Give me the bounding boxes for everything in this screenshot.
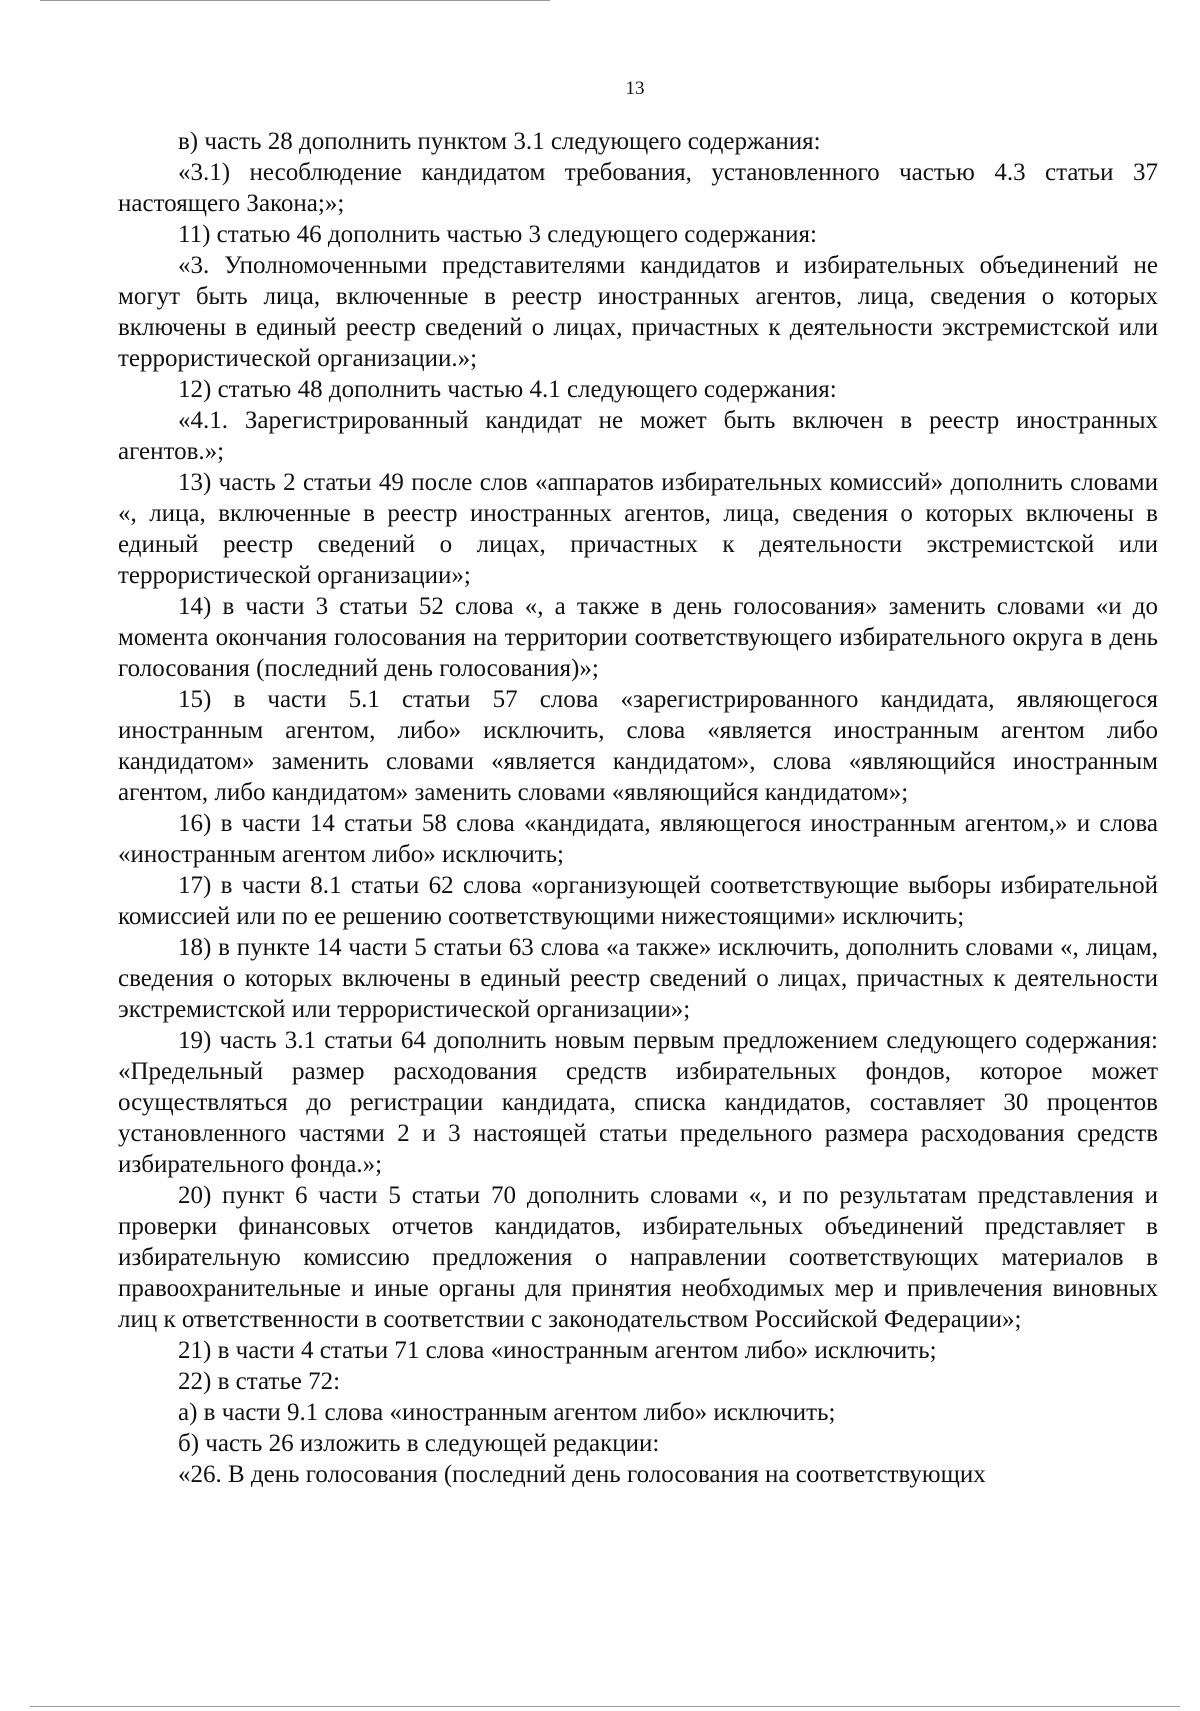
- paragraph: 21) в части 4 статьи 71 слова «иностранным агентом либо» исключить;: [178, 1337, 937, 1364]
- paragraph: 19) часть 3.1 статьи 64 дополнить новым первым предложением следующего содержания: «Предельный размер расходования средств избирательных фондов, которое может осуществляться до регистрации кандидата, списка кандидатов, составляет 30 процентов установленного частями 2 и 3 настоящей статьи предельного размера расходования средств избирательного фонда.»;: [118, 1027, 1158, 1178]
- paragraph: 18) в пункте 14 части 5 статьи 63 слова «а также» исключить, дополнить словами «, лицам, сведения о которых включены в единый реестр сведений о лицах, причастных к деятельности экстремистской или террористической организации»;: [118, 934, 1158, 1023]
- paragraph: 11) статью 46 дополнить частью 3 следующего содержания:: [178, 221, 818, 248]
- page-number: 13: [625, 78, 645, 99]
- paragraph: а) в части 9.1 слова «иностранным агентом либо» исключить;: [178, 1399, 836, 1426]
- paragraph: б) часть 26 изложить в следующей редакции:: [178, 1430, 660, 1457]
- paragraph: 15) в части 5.1 статьи 57 слова «зарегистрированного кандидата, являющегося иностранным агентом, либо» исключить, слова «является иностранным агентом либо кандидатом» заменить словами «является кандидатом», слова «являющийся иностранным агентом, либо кандидатом» заменить словами «являющийся кандидатом»;: [118, 686, 1158, 806]
- paragraph: 12) статью 48 дополнить частью 4.1 следующего содержания:: [178, 376, 837, 403]
- paragraph: 13) часть 2 статьи 49 после слов «аппаратов избирательных комиссий» дополнить словами «, лица, включенные в реестр иностранных агентов, лица, сведения о которых включены в единый реестр сведений о лицах, причастных к деятельности экстремистской или террористической организации»;: [118, 469, 1158, 589]
- paragraph: «3. Уполномоченными представителями кандидатов и избирательных объединений не могут быть лица, включенные в реестр иностранных агентов, лица, сведения о которых включены в единый реестр сведений о лицах, причастных к деятельности экстремистской или террористической организации.»;: [118, 252, 1158, 372]
- paragraph: 17) в части 8.1 статьи 62 слова «организующей соответствующие выборы избирательной комиссией или по ее решению соответствующими нижестоящими» исключить;: [118, 872, 1158, 930]
- document-body: [118, 126, 1158, 1490]
- paragraph: «26. В день голосования (последний день голосования на соответствующих: [178, 1461, 986, 1488]
- scan-edge-line-top: [40, 0, 550, 1]
- paragraph: «3.1) несоблюдение кандидатом требования, установленного частью 4.3 статьи 37 настоящего Закона;»;: [118, 159, 1158, 217]
- paragraph: 16) в части 14 статьи 58 слова «кандидата, являющегося иностранным агентом,» и слова «иностранным агентом либо» исключить;: [118, 810, 1158, 868]
- paragraph: 14) в части 3 статьи 52 слова «, а также в день голосования» заменить словами «и до момента окончания голосования на территории соответствующего избирательного округа в день голосования (последний день голосования)»;: [118, 593, 1158, 682]
- paragraph: 20) пункт 6 части 5 статьи 70 дополнить словами «, и по результатам представления и проверки финансовых отчетов кандидатов, избирательных объединений представляет в избирательную комиссию предложения о направлении соответствующих материалов в правоохранительные и иные органы для принятия необходимых мер и привлечения виновных лиц к ответственности в соответствии с законодательством Российской Федерации»;: [118, 1182, 1158, 1333]
- scan-edge-line-bottom: [30, 1706, 1180, 1707]
- paragraph: 22) в статье 72:: [178, 1368, 341, 1395]
- paragraph: «4.1. Зарегистрированный кандидат не может быть включен в реестр иностранных агентов.»;: [118, 407, 1158, 465]
- paragraph: в) часть 28 дополнить пунктом 3.1 следующего содержания:: [178, 128, 821, 155]
